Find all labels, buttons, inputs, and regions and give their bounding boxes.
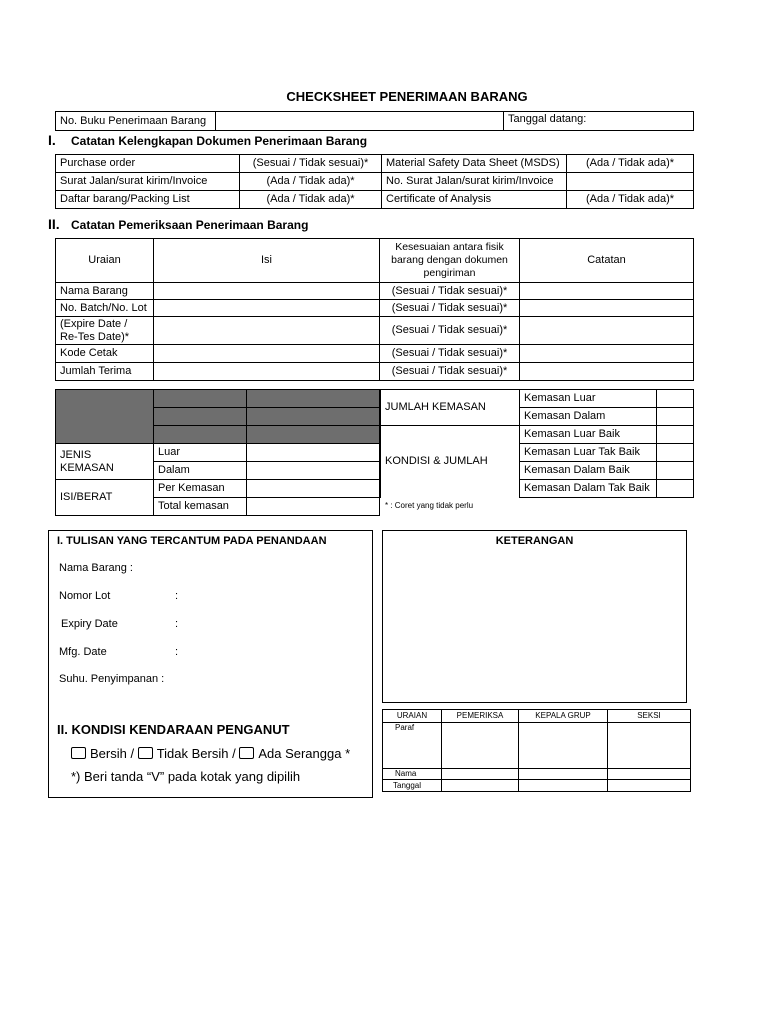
tanggal-pemeriksa-field[interactable] bbox=[442, 780, 519, 792]
dalam-label: Dalam bbox=[154, 462, 247, 480]
row-label: Jumlah Terima bbox=[56, 363, 154, 381]
status-cell[interactable]: (Sesuai / Tidak sesuai)* bbox=[380, 317, 520, 345]
kemasan-item: Kemasan Luar Baik bbox=[520, 426, 657, 444]
header-uraian: Uraian bbox=[56, 239, 154, 283]
shaded-cell bbox=[154, 426, 247, 444]
sign-header-seksi: SEKSI bbox=[608, 710, 691, 723]
page-title: CHECKSHEET PENERIMAAN BARANG bbox=[286, 89, 528, 104]
table-row bbox=[56, 363, 694, 381]
nomor-lot-colon[interactable]: : bbox=[175, 590, 179, 602]
per-kemasan-field[interactable] bbox=[247, 480, 380, 498]
row-label-line1: (Expire Date / bbox=[60, 317, 128, 330]
doc-status[interactable]: (Ada / Tidak ada)* bbox=[240, 191, 382, 209]
per-kemasan-label: Per Kemasan bbox=[154, 480, 247, 498]
doc-label: Certificate of Analysis bbox=[382, 191, 567, 209]
catatan-field[interactable] bbox=[520, 283, 694, 300]
tanggal-seksi-field[interactable] bbox=[608, 780, 691, 792]
checkbox-tidak-bersih[interactable] bbox=[138, 747, 153, 759]
option-ada-serangga: Ada Serangga * bbox=[258, 746, 351, 761]
tulisan-title: I. TULISAN YANG TERCANTUM PADA PENANDAAN bbox=[57, 535, 327, 547]
status-cell[interactable]: (Sesuai / Tidak sesuai)* bbox=[380, 363, 520, 381]
jenis-kemasan-label bbox=[56, 444, 154, 480]
doc-label: Daftar barang/Packing List bbox=[56, 191, 240, 209]
paraf-seksi-field[interactable] bbox=[608, 723, 691, 769]
shaded-cell bbox=[247, 426, 380, 444]
paraf-pemeriksa-field[interactable] bbox=[442, 723, 519, 769]
shaded-cell bbox=[247, 390, 380, 408]
expiry-date-label: Expiry Date bbox=[61, 618, 118, 630]
header-table bbox=[55, 111, 694, 131]
kondisi-jumlah-label: KONDISI & JUMLAH bbox=[381, 426, 520, 498]
buku-field[interactable] bbox=[216, 112, 504, 131]
table-row bbox=[56, 283, 694, 300]
catatan-field[interactable] bbox=[520, 345, 694, 363]
table-row bbox=[56, 317, 694, 345]
sign-header-uraian: URAIAN bbox=[383, 710, 442, 723]
nomor-lot-label: Nomor Lot bbox=[59, 590, 111, 602]
sign-header-kepala-grup: KEPALA GRUP bbox=[519, 710, 608, 723]
row-label-line2: Re-Tes Date)* bbox=[60, 330, 130, 343]
status-cell[interactable]: (Sesuai / Tidak sesuai)* bbox=[380, 283, 520, 300]
tanggal-kepala-grup-field[interactable] bbox=[519, 780, 608, 792]
doc-label: Material Safety Data Sheet (MSDS) bbox=[382, 155, 567, 173]
kendaraan-note: *) Beri tanda “V” pada kotak yang dipilih bbox=[71, 769, 301, 784]
sign-paraf-label: Paraf bbox=[383, 723, 442, 769]
isi-field[interactable] bbox=[154, 317, 380, 345]
total-kemasan-label: Total kemasan bbox=[154, 498, 247, 516]
kemasan-item-field[interactable] bbox=[657, 462, 694, 480]
header-isi: Isi bbox=[154, 239, 380, 283]
row-label: Kode Cetak bbox=[56, 345, 154, 363]
doc-status[interactable]: (Ada / Tidak ada)* bbox=[567, 191, 694, 209]
isi-field[interactable] bbox=[154, 363, 380, 381]
jumlah-kemasan-label: JUMLAH KEMASAN bbox=[381, 390, 520, 426]
nama-barang-label[interactable]: Nama Barang : bbox=[59, 562, 133, 574]
kemasan-item: Kemasan Dalam Baik bbox=[520, 462, 657, 480]
doc-status[interactable]: (Sesuai / Tidak sesuai)* bbox=[240, 155, 382, 173]
section1-number: I. bbox=[48, 132, 56, 148]
catatan-field[interactable] bbox=[520, 300, 694, 317]
shaded-cell bbox=[154, 408, 247, 426]
doc-value-field[interactable] bbox=[567, 173, 694, 191]
kemasan-item-field[interactable] bbox=[657, 444, 694, 462]
footnote: * : Coret yang tidak perlu bbox=[385, 501, 474, 510]
shaded-cell bbox=[56, 390, 154, 444]
table-header-row bbox=[56, 239, 694, 283]
row-label: No. Batch/No. Lot bbox=[56, 300, 154, 317]
table-row bbox=[56, 191, 694, 209]
section1-title: Catatan Kelengkapan Dokumen Penerimaan Barang bbox=[71, 134, 368, 148]
table-row bbox=[56, 300, 694, 317]
kemasan-item-field[interactable] bbox=[657, 408, 694, 426]
nama-pemeriksa-field[interactable] bbox=[442, 769, 519, 780]
nama-seksi-field[interactable] bbox=[608, 769, 691, 780]
kemasan-item: Kemasan Dalam Tak Baik bbox=[520, 480, 657, 498]
mfg-date-colon[interactable]: : bbox=[175, 646, 179, 658]
isi-berat-label: ISI/BERAT bbox=[56, 480, 154, 516]
inspection-table bbox=[55, 238, 694, 381]
kemasan-label: KEMASAN bbox=[60, 461, 114, 474]
sign-header-pemeriksa: PEMERIKSA bbox=[442, 710, 519, 723]
kondisi-table bbox=[380, 389, 694, 498]
mfg-date-label: Mfg. Date bbox=[59, 646, 107, 658]
table-row bbox=[56, 173, 694, 191]
isi-field[interactable] bbox=[154, 345, 380, 363]
table-row bbox=[56, 345, 694, 363]
catatan-field[interactable] bbox=[520, 363, 694, 381]
total-kemasan-field[interactable] bbox=[247, 498, 380, 516]
tanggal-label[interactable]: Tanggal datang: bbox=[504, 112, 694, 131]
header-kesesuaian: Kesesuaian antara fisik barang dengan dokumen pengiriman bbox=[380, 239, 520, 283]
table-row bbox=[56, 155, 694, 173]
sign-nama-label: Nama bbox=[383, 769, 442, 780]
kemasan-item-field[interactable] bbox=[657, 426, 694, 444]
doc-status[interactable]: (Ada / Tidak ada)* bbox=[567, 155, 694, 173]
tulisan-box bbox=[48, 530, 373, 798]
option-tidak-bersih: Tidak Bersih / bbox=[156, 746, 236, 761]
shaded-cell bbox=[247, 408, 380, 426]
kemasan-item: Kemasan Luar Tak Baik bbox=[520, 444, 657, 462]
sign-tanggal-label: Tanggal bbox=[383, 780, 442, 792]
buku-label: No. Buku Penerimaan Barang bbox=[56, 112, 216, 131]
doc-label: No. Surat Jalan/surat kirim/Invoice bbox=[382, 173, 567, 191]
expiry-date-colon[interactable]: : bbox=[175, 618, 179, 630]
status-cell[interactable]: (Sesuai / Tidak sesuai)* bbox=[380, 345, 520, 363]
doc-label: Purchase order bbox=[56, 155, 240, 173]
checkbox-bersih[interactable] bbox=[71, 747, 86, 759]
paraf-kepala-grup-field[interactable] bbox=[519, 723, 608, 769]
keterangan-box[interactable] bbox=[382, 530, 687, 703]
catatan-field[interactable] bbox=[520, 317, 694, 345]
row-label: Nama Barang bbox=[56, 283, 154, 300]
doc-status[interactable]: (Ada / Tidak ada)* bbox=[240, 173, 382, 191]
section2-number: II. bbox=[48, 216, 60, 232]
doc-label: Surat Jalan/surat kirim/Invoice bbox=[56, 173, 240, 191]
header-catatan: Catatan bbox=[520, 239, 694, 283]
kemasan-table bbox=[55, 389, 380, 516]
kemasan-item: Kemasan Dalam bbox=[520, 408, 657, 426]
option-bersih: Bersih / bbox=[90, 746, 135, 761]
document-checklist-table bbox=[55, 154, 694, 209]
kemasan-item-field[interactable] bbox=[657, 390, 694, 408]
row-label bbox=[56, 317, 154, 345]
shaded-cell bbox=[154, 390, 247, 408]
status-cell[interactable]: (Sesuai / Tidak sesuai)* bbox=[380, 300, 520, 317]
nama-kepala-grup-field[interactable] bbox=[519, 769, 608, 780]
isi-field[interactable] bbox=[154, 283, 380, 300]
keterangan-title: KETERANGAN bbox=[495, 535, 574, 547]
jenis-label: JENIS bbox=[60, 448, 92, 461]
suhu-label[interactable]: Suhu. Penyimpanan : bbox=[59, 673, 165, 685]
dalam-field[interactable] bbox=[247, 462, 380, 480]
checkbox-ada-serangga[interactable] bbox=[239, 747, 254, 759]
luar-field[interactable] bbox=[247, 444, 380, 462]
kendaraan-options bbox=[71, 746, 350, 761]
kemasan-item: Kemasan Luar bbox=[520, 390, 657, 408]
section2-title: Catatan Pemeriksaan Penerimaan Barang bbox=[71, 218, 309, 232]
kemasan-item-field[interactable] bbox=[657, 480, 694, 498]
luar-label: Luar bbox=[154, 444, 247, 462]
isi-field[interactable] bbox=[154, 300, 380, 317]
signature-table bbox=[382, 709, 691, 792]
kendaraan-title: II. KONDISI KENDARAAN PENGANUT bbox=[57, 722, 290, 737]
